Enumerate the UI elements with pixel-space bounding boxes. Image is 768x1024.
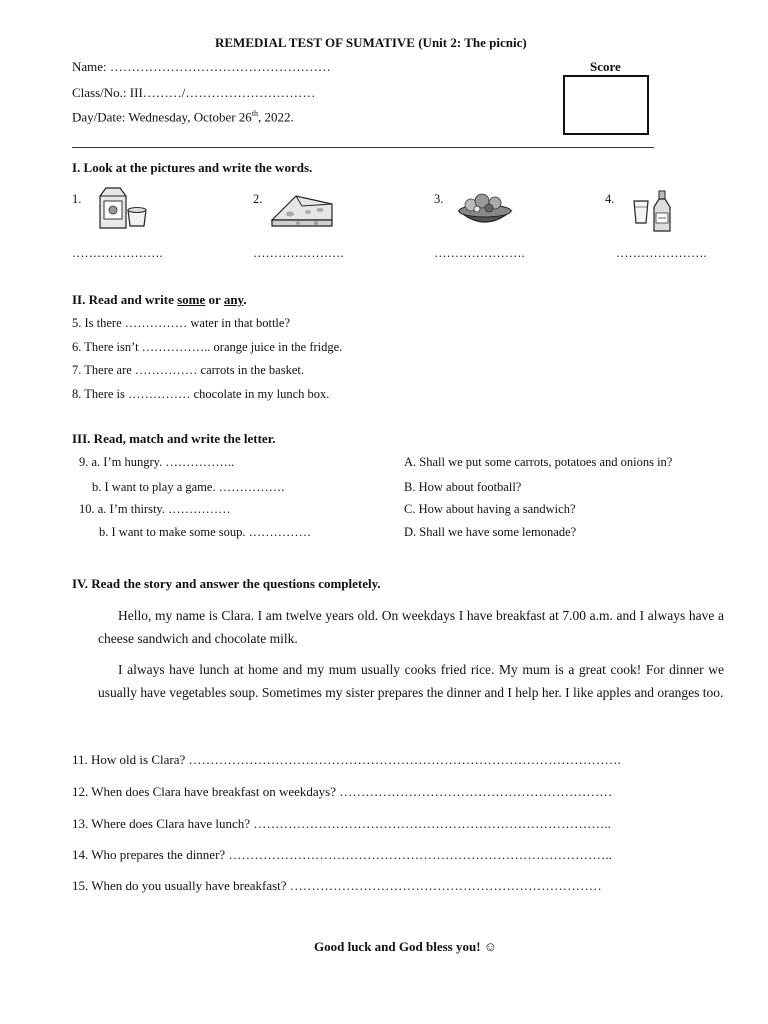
question-14[interactable]: 14. Who prepares the dinner? …………………………………………………………………………….. [72,847,612,862]
section2-heading [72,292,247,308]
section2-heading-or: or [205,292,224,307]
section2-heading-pre: II. Read and write [72,292,178,307]
date-prefix: Day/Date: Wednesday, October 26 [72,109,252,125]
item4-blank[interactable]: …………………. [616,246,707,260]
question-11[interactable]: 11. How old is Clara? ………………………………………………………………………………………. [72,752,621,767]
question-13[interactable]: 13. Where does Clara have lunch? ……………………………………………………………………….. [72,816,611,831]
glass-and-bottle-icon [630,188,680,234]
item4-number: 4. [605,192,615,206]
match-right-c: C. How about having a sandwich? [404,502,576,516]
match-right-a: A. Shall we put some carrots, potatoes and onions in? [404,455,673,469]
story-paragraph-2-text: I always have lunch at home and my mum usually cooks fried rice. My mum is a great cook! For dinner we usually have vegetables soup. Sometimes my sister prepares the dinner and I help her. I like apples and oranges too. [98,662,724,700]
header-divider [72,147,654,148]
item1-blank[interactable]: …………………. [72,246,163,260]
match-left-9b[interactable]: b. I want to play a game. ……………. [92,480,285,494]
section4-heading: IV. Read the story and answer the questions completely. [72,576,381,591]
salad-bowl-icon [455,187,515,231]
milk-and-cup-icon [94,186,154,230]
word-some: some [177,292,206,307]
word-any: any [223,292,244,307]
page-title: REMEDIAL TEST OF SUMATIVE (Unit 2: The picnic) [215,35,527,50]
class-field-line: Class/No.: III………/………………………… [72,85,316,100]
match-left-10b[interactable]: b. I want to make some soup. …………… [99,525,312,539]
item3-number: 3. [434,192,444,206]
question-7[interactable]: 7. There are …………… carrots in the basket. [72,363,304,377]
section2-heading-end: . [243,292,247,307]
item2-blank[interactable]: …………………. [253,246,344,260]
question-6[interactable]: 6. There isn’t …………….. orange juice in the fridge. [72,340,343,354]
story-paragraph-1-text: Hello, my name is Clara. I am twelve years old. On weekdays I have breakfast at 7.00 a.m. and I always have a cheese sandwich and chocolate milk. [98,608,724,646]
story-paragraph-2 [98,658,724,704]
score-box [563,75,649,135]
date-line [72,109,294,125]
date-suffix-sup: th [251,109,259,118]
match-right-b: B. How about football? [404,480,522,494]
date-suffix: , 2022. [258,109,294,125]
item2-number: 2. [253,192,263,206]
section3-heading: III. Read, match and write the letter. [72,431,276,446]
question-15[interactable]: 15. When do you usually have breakfast? ……………………………………………………………… [72,878,602,893]
section1-heading: I. Look at the pictures and write the words. [72,160,313,175]
match-right-d: D. Shall we have some lemonade? [404,525,577,539]
match-left-10a[interactable]: 10. a. I’m thirsty. …………… [79,502,231,516]
item3-blank[interactable]: …………………. [434,246,525,260]
match-left-9a[interactable]: 9. a. I’m hungry. …………….. [79,455,235,469]
question-12[interactable]: 12. When does Clara have breakfast on weekdays? ……………………………………………………… [72,784,613,799]
closing-line: Good luck and God bless you! ☺ [314,939,498,954]
item1-number: 1. [72,192,82,206]
name-field-line: Name: …………………………………………… [72,59,331,74]
question-8[interactable]: 8. There is …………… chocolate in my lunch box. [72,387,330,401]
score-label: Score [590,59,621,74]
story-paragraph-1 [98,604,724,650]
question-5[interactable]: 5. Is there …………… water in that bottle? [72,316,290,330]
cheese-icon [268,190,338,230]
